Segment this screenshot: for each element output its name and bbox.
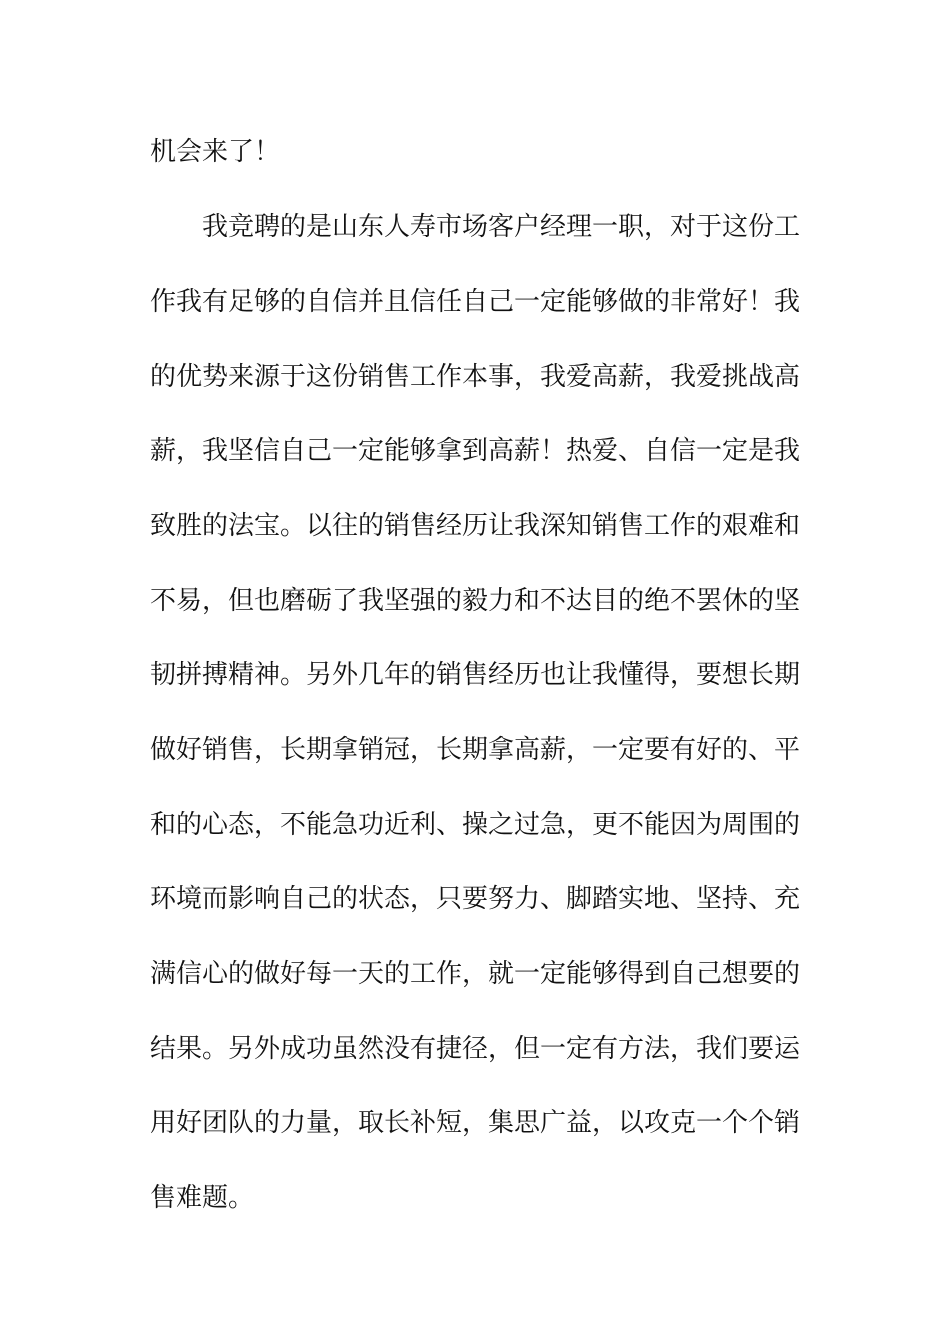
text-line: 用好团队的力量，取长补短，集思广益，以攻克一个个销 <box>150 1108 801 1138</box>
text-line: 和的心态，不能急功近利、操之过急，更不能因为周围的 <box>150 810 801 840</box>
text-line: 机会来了！ <box>150 137 281 167</box>
text-line: 满信心的做好每一天的工作，就一定能够得到自己想要的 <box>150 959 801 989</box>
text-line: 结果。另外成功虽然没有捷径，但一定有方法，我们要运 <box>150 1034 801 1064</box>
text-line: 的优势来源于这份销售工作本事，我爱高薪，我爱挑战高 <box>150 362 801 392</box>
text-line: 致胜的法宝。以往的销售经历让我深知销售工作的艰难和 <box>150 511 801 541</box>
text-line: 环境而影响自己的状态，只要努力、脚踏实地、坚持、充 <box>150 884 801 914</box>
text-line: 不易，但也磨砺了我坚强的毅力和不达目的绝不罢休的坚 <box>150 586 801 616</box>
text-line: 做好销售，长期拿销冠，长期拿高薪，一定要有好的、平 <box>150 735 801 765</box>
text-line: 我竞聘的是山东人寿市场客户经理一职，对于这份工 <box>202 212 801 242</box>
text-line: 韧拼搏精神。另外几年的销售经历也让我懂得，要想长期 <box>150 660 801 690</box>
text-line: 作我有足够的自信并且信任自己一定能够做的非常好！我 <box>150 287 801 317</box>
text-line: 售难题。 <box>150 1183 255 1213</box>
text-line: 薪，我坚信自己一定能够拿到高薪！热爱、自信一定是我 <box>150 436 801 466</box>
